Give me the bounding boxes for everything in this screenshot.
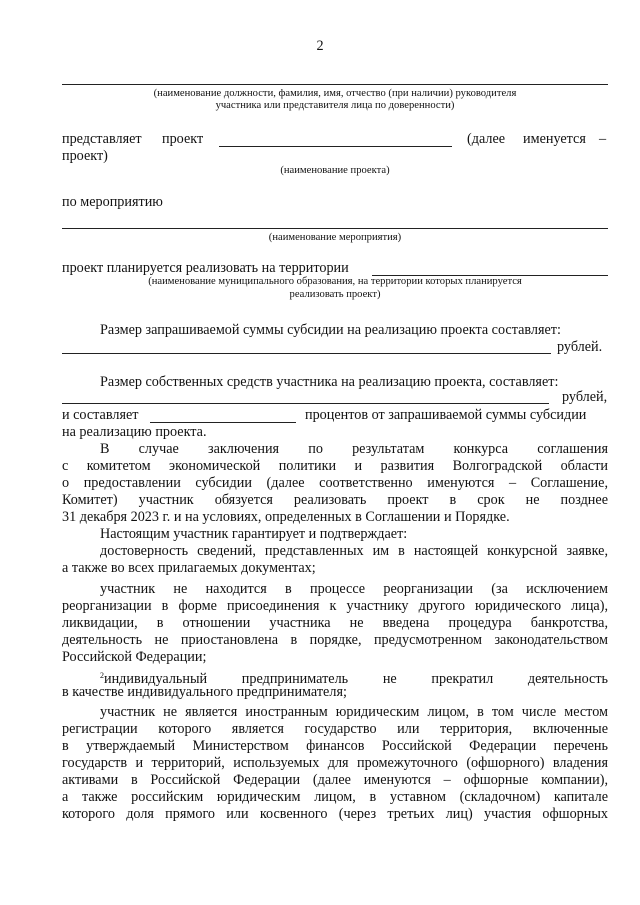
reorg-line-1: участник не находится в процессе реорганизации (за исключением	[100, 581, 608, 597]
conclusion-line-2: с комитетом экономической политики и развития Волгоградской области	[62, 458, 608, 474]
event-caption: (наименование мероприятия)	[268, 232, 402, 243]
conclusion-line-3: о предоставлении субсидии (далее соответственно именуются – Соглашение,	[62, 475, 608, 491]
page-number: 2	[316, 38, 324, 54]
rubles-comma: рублей,	[562, 389, 608, 405]
offshore-line-4: государств и территорий, используемых для промежуточного (офшорного) владения	[62, 755, 608, 771]
project-left-1: представляет	[62, 131, 142, 147]
project-right-1: (далее	[467, 131, 506, 147]
offshore-line-2: регистрации которого является государство или территория, включенные	[62, 721, 608, 737]
project-right-2: именуется	[523, 131, 586, 147]
reorg-line-2: реорганизации в форме присоединения к участнику другого юридического лица),	[62, 598, 608, 614]
percent-text: процентов от запрашиваемой суммы субсидии	[305, 407, 587, 423]
own-funds-line: Размер собственных средств участника на реализацию проекта, составляет:	[100, 374, 559, 390]
rubles-dot: рублей.	[557, 339, 603, 355]
event-label: по мероприятию	[62, 194, 163, 210]
offshore-line-5: активами в Российской Федерации (далее именуются – офшорные компании),	[62, 772, 608, 788]
project-right-3: –	[599, 131, 607, 147]
head-name-line	[62, 84, 608, 85]
own-funds-field[interactable]	[62, 403, 549, 404]
territory-caption-2: реализовать проект)	[289, 289, 381, 300]
reliability-line-1: достоверность сведений, представленных им в настоящей конкурсной заявке,	[100, 543, 608, 559]
ip-line-1-text: индивидуальный предприниматель не прекратил деятельность	[104, 671, 608, 687]
subsidy-line: Размер запрашиваемой суммы субсидии на реализацию проекта составляет:	[100, 322, 561, 338]
offshore-line-7: которого доля прямого или косвенного (через третьих лиц) участия офшорных	[62, 806, 608, 822]
project-cont: проект)	[62, 148, 108, 164]
footnote-mark: 2	[100, 671, 104, 680]
percent-cont: на реализацию проекта.	[62, 424, 207, 440]
project-left-2: проект	[162, 131, 204, 147]
percent-field[interactable]	[150, 422, 296, 423]
ip-line-2: в качестве индивидуального предпринимателя;	[62, 684, 347, 700]
territory-caption-1: (наименование муниципального образования, на территории которых планируется	[148, 276, 522, 287]
territory-label: проект планируется реализовать на территории	[62, 260, 349, 276]
and-makes: и составляет	[62, 407, 139, 423]
project-caption: (наименование проекта)	[280, 165, 390, 176]
conclusion-line-1: В случае заключения по результатам конкурса соглашения	[100, 441, 608, 457]
reliability-line-2: а также во всех прилагаемых документах;	[62, 560, 316, 576]
reorg-line-4: деятельность не приостановлена в порядке, предусмотренном законодательством	[62, 632, 608, 648]
offshore-line-3: в утверждаемый Министерством финансов Российской Федерации перечень	[62, 738, 608, 754]
conclusion-line-5: 31 декабря 2023 г. и на условиях, определенных в Соглашении и Порядке.	[62, 509, 510, 525]
head-caption-1: (наименование должности, фамилия, имя, отчество (при наличии) руководителя	[153, 88, 517, 99]
offshore-line-6: а также российским юридическим лицом, в уставном (складочном) капитале	[62, 789, 608, 805]
project-name-field[interactable]	[219, 146, 452, 147]
subsidy-amount-field[interactable]	[62, 353, 551, 354]
event-name-field[interactable]	[62, 228, 608, 229]
guarantee-line: Настоящим участник гарантирует и подтверждает:	[100, 526, 408, 542]
reorg-line-5: Российской Федерации;	[62, 649, 207, 665]
conclusion-line-4: Комитет) участник обязуется реализовать проект в срок не позднее	[62, 492, 608, 508]
head-caption-2: участника или представителя лица по доверенности)	[215, 100, 455, 111]
reorg-line-3: ликвидации, в отношении участника не введена процедура банкротства,	[62, 615, 608, 631]
offshore-line-1: участник не является иностранным юридическим лицом, в том числе местом	[100, 704, 608, 720]
